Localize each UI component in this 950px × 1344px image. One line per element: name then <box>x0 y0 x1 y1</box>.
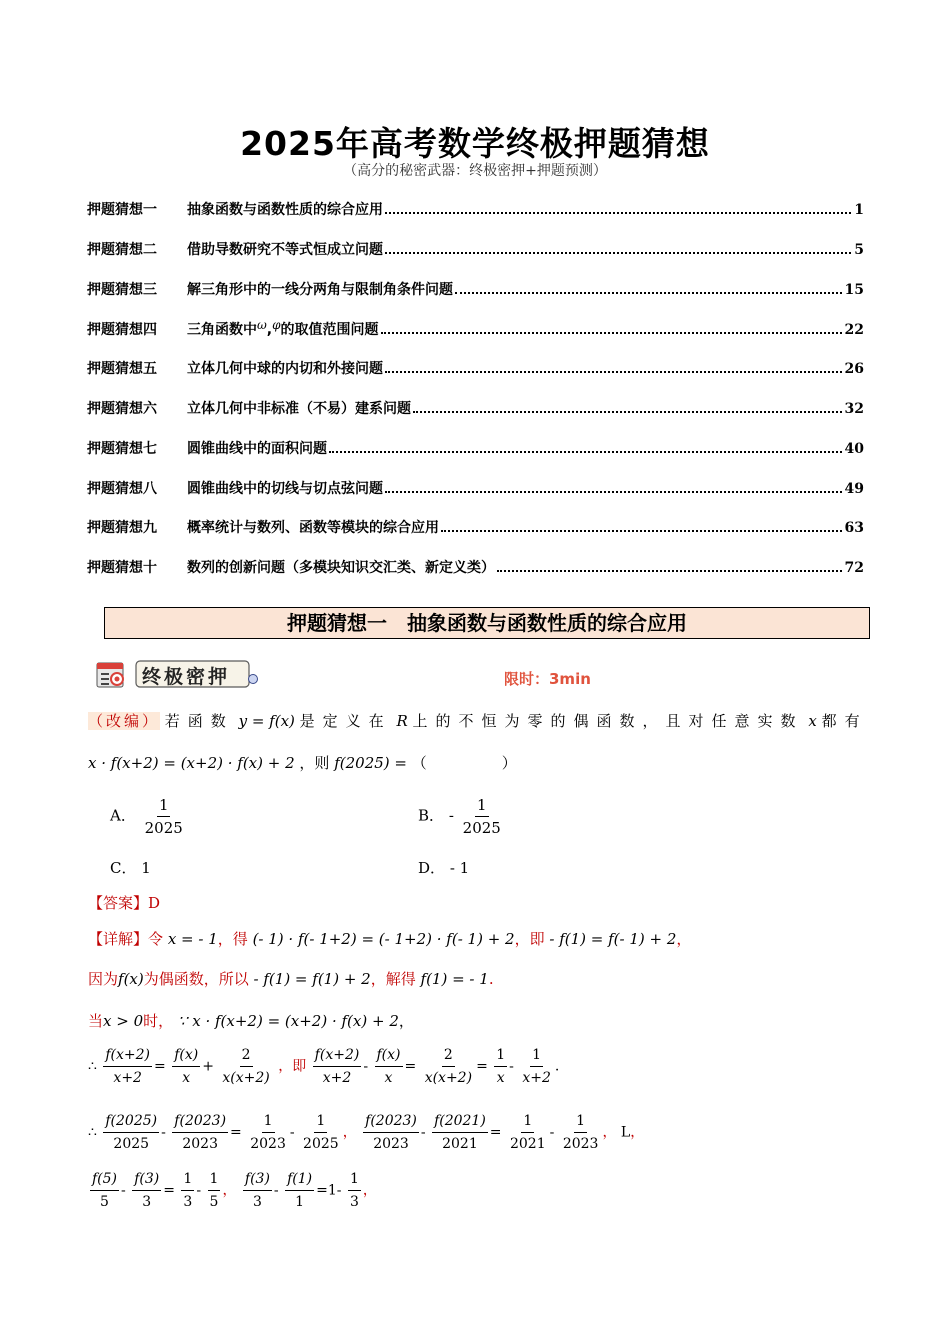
denominator: 2025 <box>144 819 183 837</box>
toc-title: 立体几何中球的内切和外接问题 <box>187 361 383 378</box>
denominator: 3 <box>349 1194 359 1210</box>
toc-title: 解三角形中的一线分两角与限制角条件问题 <box>187 281 453 298</box>
fraction <box>432 1110 488 1155</box>
fraction <box>90 1168 119 1213</box>
option-letter: C． <box>110 859 137 877</box>
document-title: 2025年高考数学终极押题猜想 <box>240 124 710 163</box>
fraction <box>143 794 185 839</box>
question-line-1 <box>88 710 868 731</box>
sol-text: . <box>488 970 494 988</box>
numerator: f(3) <box>243 1168 272 1191</box>
toc-title-post: 的取值范围问题 <box>280 322 379 339</box>
toc-label: 押题猜想二 <box>87 241 157 258</box>
toc-leader <box>381 332 842 334</box>
denominator: 5 <box>100 1194 109 1210</box>
toc-page: 49 <box>844 480 864 497</box>
toc-leader <box>455 292 842 294</box>
numerator: 1 <box>314 1110 327 1133</box>
numerator: 1 <box>157 794 171 817</box>
numerator: 1 <box>348 1168 361 1191</box>
q-math: x <box>808 712 817 730</box>
fraction <box>132 1168 161 1213</box>
denominator: x(x+2) <box>222 1070 270 1086</box>
toc-page: 1 <box>854 202 864 218</box>
question-line-2 <box>88 752 517 773</box>
option-c[interactable] <box>110 857 151 878</box>
fraction <box>181 1168 194 1213</box>
toc-title <box>187 318 379 339</box>
toc-title: 概率统计与数列、函数等模块的综合应用 <box>187 520 439 537</box>
toc-title: 立体几何中非标准（不易）建系问题 <box>187 400 411 417</box>
solution-line-4: ∴ $\frac{f(x+2)}{x+2}$ = $\frac{f(x)}{x}$ + $\frac{2}{x(x+2)}$ ，即 $\frac{f(x+2)}{x+2}$ - $\frac{f(x)}{x}$ = $\frac{2}{x(x+2)}$ = $\frac{1}{x}$ - $\frac{1}{x+2}$ . <box>88 1044 559 1089</box>
toc-leader <box>385 252 851 254</box>
section-banner: 押题猜想一 抽象函数与函数性质的综合应用 <box>104 607 870 639</box>
toc-entry[interactable] <box>87 438 864 478</box>
fraction <box>461 794 503 839</box>
denominator: 3 <box>183 1194 193 1210</box>
minus-sign: - <box>448 806 454 825</box>
toc-leader <box>413 411 842 413</box>
table-of-contents <box>87 199 864 597</box>
toc-title: 数列的创新问题（多模块知识交汇类、新定义类） <box>187 560 495 577</box>
q-math: f(2025) = <box>334 754 407 772</box>
fraction <box>423 1044 474 1089</box>
sol-text: 为偶函数，所以 <box>143 970 249 988</box>
denominator: 2025 <box>113 1136 150 1152</box>
solution-line-5: ∴ $\frac{f(2025)}{2025}$ - $\frac{f(2023)}{2023}$ = $\frac{1}{2023}$ - $\frac{1}{2025}$ ， $\frac{f(2023)}{2023}$ - $\frac{f(2021)}{2021}$ = $\frac{1}{2021}$ - $\frac{1}{2023}$ ， L， <box>88 1110 644 1155</box>
sol-math: f(1) = - 1 <box>420 970 489 988</box>
numerator: f(2023) <box>172 1110 228 1133</box>
toc-page: 26 <box>844 361 864 378</box>
toc-page: 63 <box>844 520 864 537</box>
fraction <box>494 1044 507 1089</box>
toc-label: 押题猜想五 <box>87 361 157 378</box>
sol-text: 时， <box>143 1012 174 1030</box>
denominator: 2023 <box>373 1136 409 1152</box>
toc-entry[interactable] <box>87 478 864 518</box>
numerator: 1 <box>494 1044 507 1067</box>
fraction <box>348 1168 361 1213</box>
numerator: f(x+2) <box>313 1044 362 1067</box>
numerator: 1 <box>475 794 489 817</box>
q-text: 上的不恒为零的偶函数，且对任意实数 <box>412 712 804 730</box>
numerator: f(5) <box>90 1168 119 1191</box>
therefore-symbol: ∴ <box>88 1124 97 1141</box>
omega-symbol: ω <box>257 318 267 333</box>
option-letter: A． <box>110 806 136 825</box>
fraction <box>243 1168 272 1213</box>
answer-value: D <box>148 894 161 912</box>
fraction <box>561 1110 601 1155</box>
sol-math: - f(1) = f(- 1) + 2 <box>549 930 677 948</box>
answer-line <box>88 892 160 913</box>
option-letter: B． <box>418 806 445 825</box>
fraction <box>363 1110 419 1155</box>
option-letter: D． <box>418 859 446 877</box>
solution-label: 【详解】 <box>88 930 149 948</box>
toc-label: 押题猜想八 <box>87 480 157 497</box>
badge-label: 终极密押 <box>142 666 231 688</box>
denominator: 3 <box>142 1194 152 1210</box>
numerator: f(x+2) <box>103 1044 152 1067</box>
sol-math: (- 1) · f(- 1+2) = (- 1+2) · f(- 1) + 2 <box>252 930 515 948</box>
sol-text: 因为 <box>88 970 119 988</box>
toc-label: 押题猜想四 <box>87 322 157 339</box>
denominator: 2023 <box>562 1136 599 1152</box>
fraction <box>508 1110 548 1155</box>
toc-title: 抽象函数与函数性质的综合应用 <box>187 202 383 218</box>
denominator: 1 <box>295 1194 305 1210</box>
time-limit: 限时：3min <box>504 670 591 688</box>
sol-math: x = - 1 <box>167 930 218 948</box>
denominator: x+2 <box>322 1070 352 1086</box>
numerator: f(2021) <box>432 1110 488 1133</box>
denominator: 3 <box>252 1194 262 1210</box>
toc-entry[interactable] <box>87 199 864 239</box>
document-subtitle: （高分的秘密武器：终极密押+押题预测） <box>343 163 607 179</box>
denominator: x(x+2) <box>424 1070 473 1086</box>
fraction <box>520 1044 553 1089</box>
sol-text: 当 <box>88 1012 104 1030</box>
fraction <box>301 1110 341 1155</box>
answer-blank: （ ） <box>411 754 517 772</box>
numerator: 1 <box>521 1110 534 1133</box>
toc-leader <box>385 212 851 214</box>
fraction <box>172 1110 228 1155</box>
numerator: 1 <box>181 1168 194 1191</box>
denominator: 2021 <box>442 1136 478 1152</box>
numerator: f(x) <box>375 1044 403 1067</box>
option-d[interactable] <box>418 857 469 878</box>
toc-label: 押题猜想九 <box>87 520 157 537</box>
toc-leader <box>329 451 842 453</box>
toc-title: 圆锥曲线中的面积问题 <box>187 440 327 457</box>
toc-label: 押题猜想一 <box>87 202 157 218</box>
fraction <box>208 1168 221 1213</box>
toc-label: 押题猜想六 <box>87 400 157 417</box>
fraction <box>248 1110 288 1155</box>
denominator: 2023 <box>182 1136 218 1152</box>
numerator: 1 <box>574 1110 587 1133</box>
denominator: x <box>384 1070 393 1086</box>
sol-math: - f(1) = f(1) + 2 <box>253 970 371 988</box>
fraction <box>285 1168 314 1213</box>
sol-text: ，即 <box>514 930 545 948</box>
q-math: R <box>396 712 408 730</box>
q-text: 若函数 <box>164 712 234 730</box>
toc-title-comma: , <box>266 322 273 339</box>
denominator: x+2 <box>113 1070 142 1086</box>
fraction <box>103 1044 152 1089</box>
sol-text: ，解得 <box>370 970 416 988</box>
toc-title-pre: 三角函数中 <box>187 322 257 339</box>
numerator: f(2025) <box>103 1110 159 1133</box>
sol-text: ， <box>676 930 692 948</box>
solution-line-6: $\frac{f(5)}{5}$ - $\frac{f(3)}{3}$ = $\frac{1}{3}$ - $\frac{1}{5}$ ， $\frac{f(3)}{3}$ - $\frac{f(1)}{1}$ =1- $\frac{1}{3}$ ， <box>88 1168 377 1213</box>
toc-leader <box>385 371 842 373</box>
sol-text: ，得 <box>217 930 248 948</box>
numerator: f(x) <box>172 1044 200 1067</box>
solution-line-3 <box>88 1010 414 1031</box>
fraction <box>172 1044 200 1089</box>
badge-dot-icon <box>248 674 258 684</box>
fraction <box>313 1044 362 1089</box>
denominator: x <box>182 1070 191 1086</box>
toc-leader <box>497 570 842 572</box>
numerator: f(2023) <box>363 1110 419 1133</box>
q-math: y = f(x) <box>238 712 295 730</box>
toc-entry[interactable] <box>87 279 864 319</box>
fraction <box>103 1110 159 1155</box>
solution-line-1 <box>88 928 691 949</box>
answer-label: 【答案】 <box>88 894 149 912</box>
numerator: 2 <box>442 1044 455 1067</box>
numerator: 2 <box>240 1044 253 1067</box>
toc-entry[interactable] <box>87 239 864 279</box>
toc-entry[interactable] <box>87 557 864 597</box>
option-a[interactable] <box>110 794 187 839</box>
ellipsis: L <box>620 1124 631 1141</box>
denominator: 2025 <box>462 819 501 837</box>
toc-entry[interactable] <box>87 318 864 358</box>
denominator: 2023 <box>250 1136 286 1152</box>
toc-page: 22 <box>844 322 864 339</box>
sol-math: 1 <box>327 1182 337 1199</box>
question-tag: （改编） <box>88 712 161 730</box>
sol-math: ∵ x · f(x+2) = (x+2) · f(x) + 2 <box>177 1012 399 1030</box>
sol-text: ，即 <box>278 1058 307 1075</box>
toc-title: 圆锥曲线中的切线与切点弦问题 <box>187 480 383 497</box>
toc-leader <box>385 491 842 493</box>
numerator: f(3) <box>132 1168 161 1191</box>
option-b[interactable] <box>418 794 505 839</box>
numerator: 1 <box>208 1168 221 1191</box>
sol-text: ， <box>398 1012 414 1030</box>
target-icon <box>95 660 129 690</box>
toc-page: 15 <box>844 281 864 298</box>
toc-label: 押题猜想七 <box>87 440 157 457</box>
sol-math: x > 0 <box>103 1012 144 1030</box>
fraction <box>375 1044 403 1089</box>
toc-page: 40 <box>844 440 864 457</box>
solution-line-2 <box>88 968 494 989</box>
numerator: 1 <box>262 1110 275 1133</box>
toc-entry[interactable] <box>87 398 864 438</box>
option-value: 1 <box>141 859 151 877</box>
toc-entry[interactable] <box>87 358 864 398</box>
numerator: 1 <box>530 1044 543 1067</box>
fraction <box>220 1044 271 1089</box>
toc-page: 72 <box>844 560 864 577</box>
therefore-symbol: ∴ <box>88 1058 97 1075</box>
denominator: 2021 <box>509 1136 546 1152</box>
toc-page: 32 <box>844 400 864 417</box>
numerator: f(1) <box>285 1168 314 1191</box>
denominator: x+2 <box>522 1070 551 1086</box>
option-value: - 1 <box>449 859 470 877</box>
denominator: 5 <box>209 1194 219 1210</box>
sol-math: f(x) <box>118 970 144 988</box>
denominator: x <box>496 1070 505 1086</box>
toc-page: 5 <box>854 241 864 258</box>
sol-text: 令 <box>148 930 164 948</box>
toc-label: 押题猜想十 <box>87 560 157 577</box>
exam-badge <box>95 658 260 692</box>
toc-label: 押题猜想三 <box>87 281 157 298</box>
phi-symbol: φ <box>272 318 281 333</box>
q-text: 都有 <box>821 712 868 730</box>
q-text: 是定义在 <box>299 712 392 730</box>
denominator: 2025 <box>303 1136 339 1152</box>
q-text: ，则 <box>299 754 330 772</box>
q-math: x · f(x+2) = (x+2) · f(x) + 2 <box>88 754 295 772</box>
toc-title: 借助导数研究不等式恒成立问题 <box>187 241 383 258</box>
toc-leader <box>441 530 842 532</box>
toc-entry[interactable] <box>87 517 864 557</box>
